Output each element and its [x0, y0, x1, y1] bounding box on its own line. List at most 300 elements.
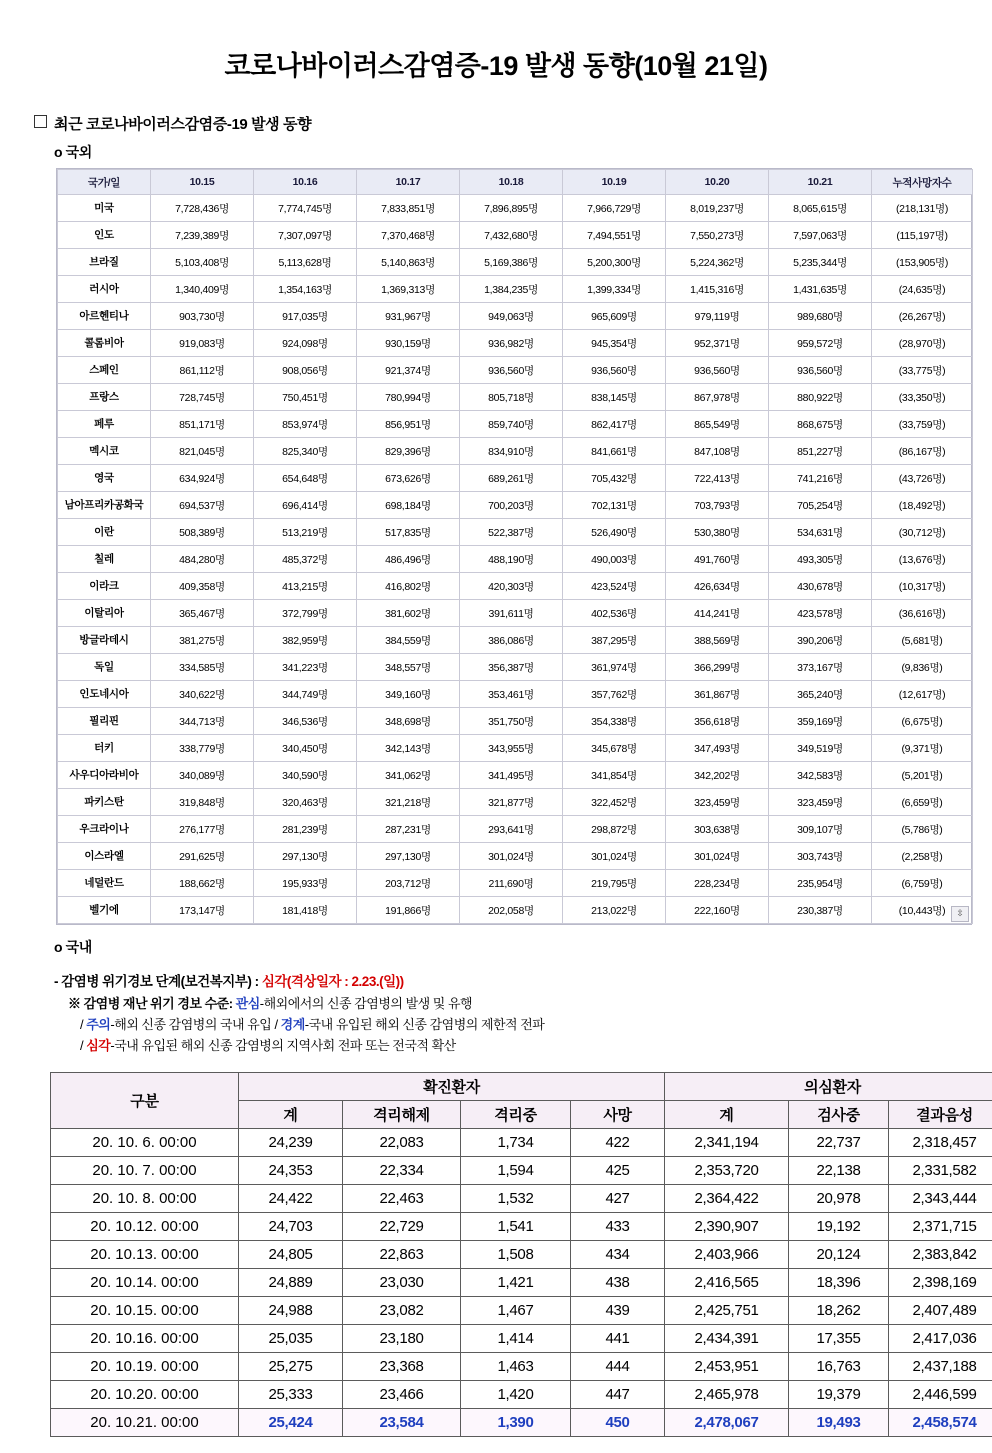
country-name: 프랑스	[58, 384, 151, 411]
cumulative-deaths: (36,616명)	[872, 600, 973, 627]
cumulative-deaths: (33,350명)	[872, 384, 973, 411]
cumulative-deaths: (9,836명)	[872, 654, 973, 681]
case-count: 5,169,386명	[460, 249, 563, 276]
sub-header: 계	[239, 1101, 343, 1129]
case-count: 526,490명	[563, 519, 666, 546]
case-count: 838,145명	[563, 384, 666, 411]
cumulative-deaths: (6,659명)	[872, 789, 973, 816]
case-count: 303,743명	[769, 843, 872, 870]
case-count: 903,730명	[151, 303, 254, 330]
case-count: 222,160명	[666, 897, 769, 924]
cumulative-deaths: (10,443명)	[872, 897, 973, 924]
slash-2: /	[80, 1038, 86, 1053]
case-count: 7,239,389명	[151, 222, 254, 249]
country-name: 이라크	[58, 573, 151, 600]
row-value: 2,343,444	[889, 1185, 992, 1213]
row-value: 2,353,720	[665, 1157, 789, 1185]
row-value: 25,333	[239, 1381, 343, 1409]
case-count: 952,371명	[666, 330, 769, 357]
case-count: 211,690명	[460, 870, 563, 897]
case-count: 8,065,615명	[769, 195, 872, 222]
domestic-table-container	[50, 1072, 980, 1437]
case-count: 696,414명	[254, 492, 357, 519]
case-count: 7,550,273명	[666, 222, 769, 249]
case-count: 340,622명	[151, 681, 254, 708]
country-name: 이란	[58, 519, 151, 546]
case-count: 357,762명	[563, 681, 666, 708]
table-header-row	[58, 170, 973, 195]
case-count: 402,536명	[563, 600, 666, 627]
case-count: 1,354,163명	[254, 276, 357, 303]
country-name: 필리핀	[58, 708, 151, 735]
case-count: 7,494,551명	[563, 222, 666, 249]
case-count: 1,431,635명	[769, 276, 872, 303]
country-name: 스페인	[58, 357, 151, 384]
case-count: 423,524명	[563, 573, 666, 600]
case-count: 741,216명	[769, 465, 872, 492]
case-count: 191,866명	[357, 897, 460, 924]
cumulative-deaths: (33,775명)	[872, 357, 973, 384]
row-value: 25,424	[239, 1409, 343, 1437]
case-count: 698,184명	[357, 492, 460, 519]
case-count: 356,387명	[460, 654, 563, 681]
table-row	[58, 411, 973, 438]
table-row	[51, 1241, 992, 1269]
case-count: 936,560명	[460, 357, 563, 384]
country-name: 미국	[58, 195, 151, 222]
case-count: 488,190명	[460, 546, 563, 573]
row-value: 1,508	[461, 1241, 571, 1269]
row-value: 438	[571, 1269, 665, 1297]
case-count: 413,215명	[254, 573, 357, 600]
table-row	[58, 708, 973, 735]
case-count: 825,340명	[254, 438, 357, 465]
table-row	[58, 276, 973, 303]
row-value: 2,458,574	[889, 1409, 992, 1437]
row-value: 2,403,966	[665, 1241, 789, 1269]
row-value: 450	[571, 1409, 665, 1437]
table-row	[58, 330, 973, 357]
row-value: 444	[571, 1353, 665, 1381]
col-header: 국가/일	[58, 170, 151, 195]
case-count: 390,206명	[769, 627, 872, 654]
col-header: 10.20	[666, 170, 769, 195]
case-count: 841,661명	[563, 438, 666, 465]
table-row	[58, 519, 973, 546]
level-attention-desc: -해외에서의 신종 감염병의 발생 및 유행	[260, 996, 472, 1011]
case-count: 868,675명	[769, 411, 872, 438]
case-count: 1,369,313명	[357, 276, 460, 303]
row-value: 425	[571, 1157, 665, 1185]
row-value: 24,889	[239, 1269, 343, 1297]
table-row	[51, 1325, 992, 1353]
row-value: 427	[571, 1185, 665, 1213]
group-header-gubun: 구분	[51, 1073, 239, 1129]
overseas-subheading: o 국외	[54, 142, 964, 162]
level-alert: 경계	[281, 1017, 305, 1032]
case-count: 334,585명	[151, 654, 254, 681]
table-row	[58, 438, 973, 465]
case-count: 202,058명	[460, 897, 563, 924]
level-caution-desc: -해외 신종 감염병의 국내 유입 /	[110, 1017, 280, 1032]
case-count: 361,867명	[666, 681, 769, 708]
country-name: 인도네시아	[58, 681, 151, 708]
case-count: 348,557명	[357, 654, 460, 681]
international-table-body	[58, 195, 973, 924]
row-value: 22,729	[343, 1213, 461, 1241]
row-value: 22,463	[343, 1185, 461, 1213]
case-count: 493,305명	[769, 546, 872, 573]
sub-header: 격리중	[461, 1101, 571, 1129]
case-count: 322,452명	[563, 789, 666, 816]
case-count: 508,389명	[151, 519, 254, 546]
case-count: 919,083명	[151, 330, 254, 357]
case-count: 342,202명	[666, 762, 769, 789]
table-group-header-row	[51, 1073, 992, 1101]
case-count: 320,463명	[254, 789, 357, 816]
row-date: 20. 10. 6. 00:00	[51, 1129, 239, 1157]
case-count: 750,451명	[254, 384, 357, 411]
sub-header: 결과음성	[889, 1101, 992, 1129]
country-name: 이탈리아	[58, 600, 151, 627]
case-count: 188,662명	[151, 870, 254, 897]
case-count: 485,372명	[254, 546, 357, 573]
cumulative-deaths: (43,726명)	[872, 465, 973, 492]
row-value: 2,478,067	[665, 1409, 789, 1437]
col-header: 10.15	[151, 170, 254, 195]
case-count: 834,910명	[460, 438, 563, 465]
case-count: 293,641명	[460, 816, 563, 843]
case-count: 321,218명	[357, 789, 460, 816]
case-count: 230,387명	[769, 897, 872, 924]
case-count: 634,924명	[151, 465, 254, 492]
country-name: 터키	[58, 735, 151, 762]
row-value: 22,334	[343, 1157, 461, 1185]
case-count: 921,374명	[357, 357, 460, 384]
row-value: 2,417,036	[889, 1325, 992, 1353]
row-value: 22,138	[789, 1157, 889, 1185]
alert-note-prefix: ※ 감염병 재난 위기 경보 수준:	[68, 996, 236, 1011]
case-count: 341,495명	[460, 762, 563, 789]
row-value: 422	[571, 1129, 665, 1157]
row-value: 22,737	[789, 1129, 889, 1157]
case-count: 301,024명	[666, 843, 769, 870]
case-count: 7,896,895명	[460, 195, 563, 222]
row-value: 16,763	[789, 1353, 889, 1381]
alert-level-value: 심각(격상일자 : 2.23.(일))	[262, 974, 404, 989]
country-name: 사우디아라비아	[58, 762, 151, 789]
row-value: 2,407,489	[889, 1297, 992, 1325]
case-count: 341,854명	[563, 762, 666, 789]
row-value: 1,414	[461, 1325, 571, 1353]
row-value: 23,030	[343, 1269, 461, 1297]
row-value: 2,465,978	[665, 1381, 789, 1409]
case-count: 5,200,300명	[563, 249, 666, 276]
row-value: 2,371,715	[889, 1213, 992, 1241]
row-date: 20. 10.19. 00:00	[51, 1353, 239, 1381]
col-header: 누적사망자수	[872, 170, 973, 195]
case-count: 298,872명	[563, 816, 666, 843]
section-heading-label: 최근 코로나바이러스감염증-19 발생 동향	[54, 116, 311, 133]
col-header: 10.21	[769, 170, 872, 195]
case-count: 7,307,097명	[254, 222, 357, 249]
case-count: 309,107명	[769, 816, 872, 843]
case-count: 353,461명	[460, 681, 563, 708]
row-value: 2,331,582	[889, 1157, 992, 1185]
case-count: 416,802명	[357, 573, 460, 600]
cumulative-deaths: (6,675명)	[872, 708, 973, 735]
row-value: 20,978	[789, 1185, 889, 1213]
country-name: 멕시코	[58, 438, 151, 465]
col-header: 10.16	[254, 170, 357, 195]
case-count: 348,698명	[357, 708, 460, 735]
col-header: 10.18	[460, 170, 563, 195]
case-count: 323,459명	[666, 789, 769, 816]
case-count: 1,340,409명	[151, 276, 254, 303]
sub-header: 검사중	[789, 1101, 889, 1129]
case-count: 426,634명	[666, 573, 769, 600]
table-row	[58, 546, 973, 573]
scroll-handle[interactable]: ⇳	[951, 906, 969, 922]
case-count: 867,978명	[666, 384, 769, 411]
cumulative-deaths: (5,201명)	[872, 762, 973, 789]
table-row	[58, 357, 973, 384]
case-count: 361,974명	[563, 654, 666, 681]
row-value: 24,805	[239, 1241, 343, 1269]
row-date: 20. 10.12. 00:00	[51, 1213, 239, 1241]
case-count: 989,680명	[769, 303, 872, 330]
cumulative-deaths: (153,905명)	[872, 249, 973, 276]
row-date: 20. 10.14. 00:00	[51, 1269, 239, 1297]
row-value: 2,453,951	[665, 1353, 789, 1381]
table-row	[58, 573, 973, 600]
case-count: 342,583명	[769, 762, 872, 789]
case-count: 381,275명	[151, 627, 254, 654]
case-count: 936,560명	[769, 357, 872, 384]
country-name: 네덜란드	[58, 870, 151, 897]
table-row	[51, 1213, 992, 1241]
case-count: 340,450명	[254, 735, 357, 762]
row-value: 1,734	[461, 1129, 571, 1157]
case-count: 936,982명	[460, 330, 563, 357]
cumulative-deaths: (13,676명)	[872, 546, 973, 573]
level-attention: 관심	[236, 996, 260, 1011]
case-count: 534,631명	[769, 519, 872, 546]
international-table-container	[56, 168, 972, 925]
level-alert-desc: -국내 유입된 해외 신종 감염병의 제한적 전파	[305, 1017, 545, 1032]
country-name: 독일	[58, 654, 151, 681]
case-count: 7,370,468명	[357, 222, 460, 249]
case-count: 291,625명	[151, 843, 254, 870]
row-value: 17,355	[789, 1325, 889, 1353]
cumulative-deaths: (2,258명)	[872, 843, 973, 870]
case-count: 851,171명	[151, 411, 254, 438]
country-name: 러시아	[58, 276, 151, 303]
case-count: 865,549명	[666, 411, 769, 438]
case-count: 301,024명	[563, 843, 666, 870]
table-row	[58, 789, 973, 816]
country-name: 아르헨티나	[58, 303, 151, 330]
case-count: 847,108명	[666, 438, 769, 465]
case-count: 297,130명	[357, 843, 460, 870]
table-row	[58, 816, 973, 843]
case-count: 344,713명	[151, 708, 254, 735]
case-count: 908,056명	[254, 357, 357, 384]
case-count: 5,140,863명	[357, 249, 460, 276]
case-count: 228,234명	[666, 870, 769, 897]
checkbox-icon	[34, 115, 47, 128]
alert-level-line	[54, 971, 964, 993]
row-value: 1,463	[461, 1353, 571, 1381]
case-count: 303,638명	[666, 816, 769, 843]
case-count: 213,022명	[563, 897, 666, 924]
case-count: 219,795명	[563, 870, 666, 897]
row-date: 20. 10.21. 00:00	[51, 1409, 239, 1437]
case-count: 513,219명	[254, 519, 357, 546]
case-count: 381,602명	[357, 600, 460, 627]
table-row	[58, 465, 973, 492]
row-value: 1,594	[461, 1157, 571, 1185]
alert-level-prefix: - 감염병 위기경보 단계(보건복지부) :	[54, 974, 262, 989]
row-value: 1,467	[461, 1297, 571, 1325]
case-count: 7,833,851명	[357, 195, 460, 222]
row-value: 23,180	[343, 1325, 461, 1353]
row-value: 19,493	[789, 1409, 889, 1437]
row-value: 2,416,565	[665, 1269, 789, 1297]
case-count: 366,299명	[666, 654, 769, 681]
row-value: 23,466	[343, 1381, 461, 1409]
case-count: 859,740명	[460, 411, 563, 438]
row-value: 1,421	[461, 1269, 571, 1297]
case-count: 705,254명	[769, 492, 872, 519]
country-name: 브라질	[58, 249, 151, 276]
case-count: 181,418명	[254, 897, 357, 924]
cumulative-deaths: (10,317명)	[872, 573, 973, 600]
case-count: 340,089명	[151, 762, 254, 789]
country-name: 영국	[58, 465, 151, 492]
case-count: 341,062명	[357, 762, 460, 789]
case-count: 702,131명	[563, 492, 666, 519]
row-value: 434	[571, 1241, 665, 1269]
case-count: 420,303명	[460, 573, 563, 600]
case-count: 423,578명	[769, 600, 872, 627]
case-count: 7,966,729명	[563, 195, 666, 222]
row-value: 22,083	[343, 1129, 461, 1157]
cumulative-deaths: (26,267명)	[872, 303, 973, 330]
case-count: 5,113,628명	[254, 249, 357, 276]
case-count: 780,994명	[357, 384, 460, 411]
case-count: 409,358명	[151, 573, 254, 600]
row-date: 20. 10.13. 00:00	[51, 1241, 239, 1269]
row-value: 18,262	[789, 1297, 889, 1325]
row-value: 433	[571, 1213, 665, 1241]
case-count: 517,835명	[357, 519, 460, 546]
case-count: 700,203명	[460, 492, 563, 519]
case-count: 821,045명	[151, 438, 254, 465]
case-count: 851,227명	[769, 438, 872, 465]
case-count: 5,224,362명	[666, 249, 769, 276]
row-value: 1,532	[461, 1185, 571, 1213]
row-value: 24,422	[239, 1185, 343, 1213]
case-count: 1,399,334명	[563, 276, 666, 303]
row-value: 24,988	[239, 1297, 343, 1325]
case-count: 345,678명	[563, 735, 666, 762]
case-count: 372,799명	[254, 600, 357, 627]
case-count: 949,063명	[460, 303, 563, 330]
row-value: 2,446,599	[889, 1381, 992, 1409]
table-row	[58, 492, 973, 519]
domestic-subheading: o 국내	[54, 937, 964, 957]
row-value: 23,082	[343, 1297, 461, 1325]
row-value: 24,703	[239, 1213, 343, 1241]
case-count: 722,413명	[666, 465, 769, 492]
level-serious: 심각	[86, 1038, 110, 1053]
case-count: 694,537명	[151, 492, 254, 519]
case-count: 917,035명	[254, 303, 357, 330]
case-count: 287,231명	[357, 816, 460, 843]
table-row	[58, 762, 973, 789]
case-count: 856,951명	[357, 411, 460, 438]
table-row	[58, 681, 973, 708]
row-value: 2,318,457	[889, 1129, 992, 1157]
row-value: 20,124	[789, 1241, 889, 1269]
case-count: 728,745명	[151, 384, 254, 411]
case-count: 484,280명	[151, 546, 254, 573]
case-count: 530,380명	[666, 519, 769, 546]
country-name: 이스라엘	[58, 843, 151, 870]
case-count: 965,609명	[563, 303, 666, 330]
level-caution: 주의	[86, 1017, 110, 1032]
case-count: 391,611명	[460, 600, 563, 627]
alert-note-line-1	[68, 993, 964, 1014]
row-value: 2,341,194	[665, 1129, 789, 1157]
case-count: 861,112명	[151, 357, 254, 384]
page-title: 코로나바이러스감염증-19 발생 동향(10월 21일)	[28, 44, 964, 83]
row-value: 25,035	[239, 1325, 343, 1353]
case-count: 930,159명	[357, 330, 460, 357]
case-count: 173,147명	[151, 897, 254, 924]
case-count: 8,019,237명	[666, 195, 769, 222]
case-count: 340,590명	[254, 762, 357, 789]
country-name: 파키스탄	[58, 789, 151, 816]
country-name: 콜롬비아	[58, 330, 151, 357]
case-count: 351,750명	[460, 708, 563, 735]
cumulative-deaths: (30,712명)	[872, 519, 973, 546]
cumulative-deaths: (18,492명)	[872, 492, 973, 519]
row-value: 22,863	[343, 1241, 461, 1269]
case-count: 347,493명	[666, 735, 769, 762]
table-row	[58, 735, 973, 762]
case-count: 387,295명	[563, 627, 666, 654]
case-count: 346,536명	[254, 708, 357, 735]
row-value: 19,379	[789, 1381, 889, 1409]
table-row	[51, 1185, 992, 1213]
case-count: 853,974명	[254, 411, 357, 438]
row-value: 441	[571, 1325, 665, 1353]
cumulative-deaths: (218,131명)	[872, 195, 973, 222]
case-count: 319,848명	[151, 789, 254, 816]
row-value: 2,398,169	[889, 1269, 992, 1297]
level-serious-desc: -국내 유입된 해외 신종 감염병의 지역사회 전파 또는 전국적 확산	[110, 1038, 455, 1053]
cumulative-deaths: (24,635명)	[872, 276, 973, 303]
row-value: 23,368	[343, 1353, 461, 1381]
row-value: 2,364,422	[665, 1185, 789, 1213]
case-count: 880,922명	[769, 384, 872, 411]
case-count: 382,959명	[254, 627, 357, 654]
case-count: 1,384,235명	[460, 276, 563, 303]
case-count: 195,933명	[254, 870, 357, 897]
row-value: 447	[571, 1381, 665, 1409]
